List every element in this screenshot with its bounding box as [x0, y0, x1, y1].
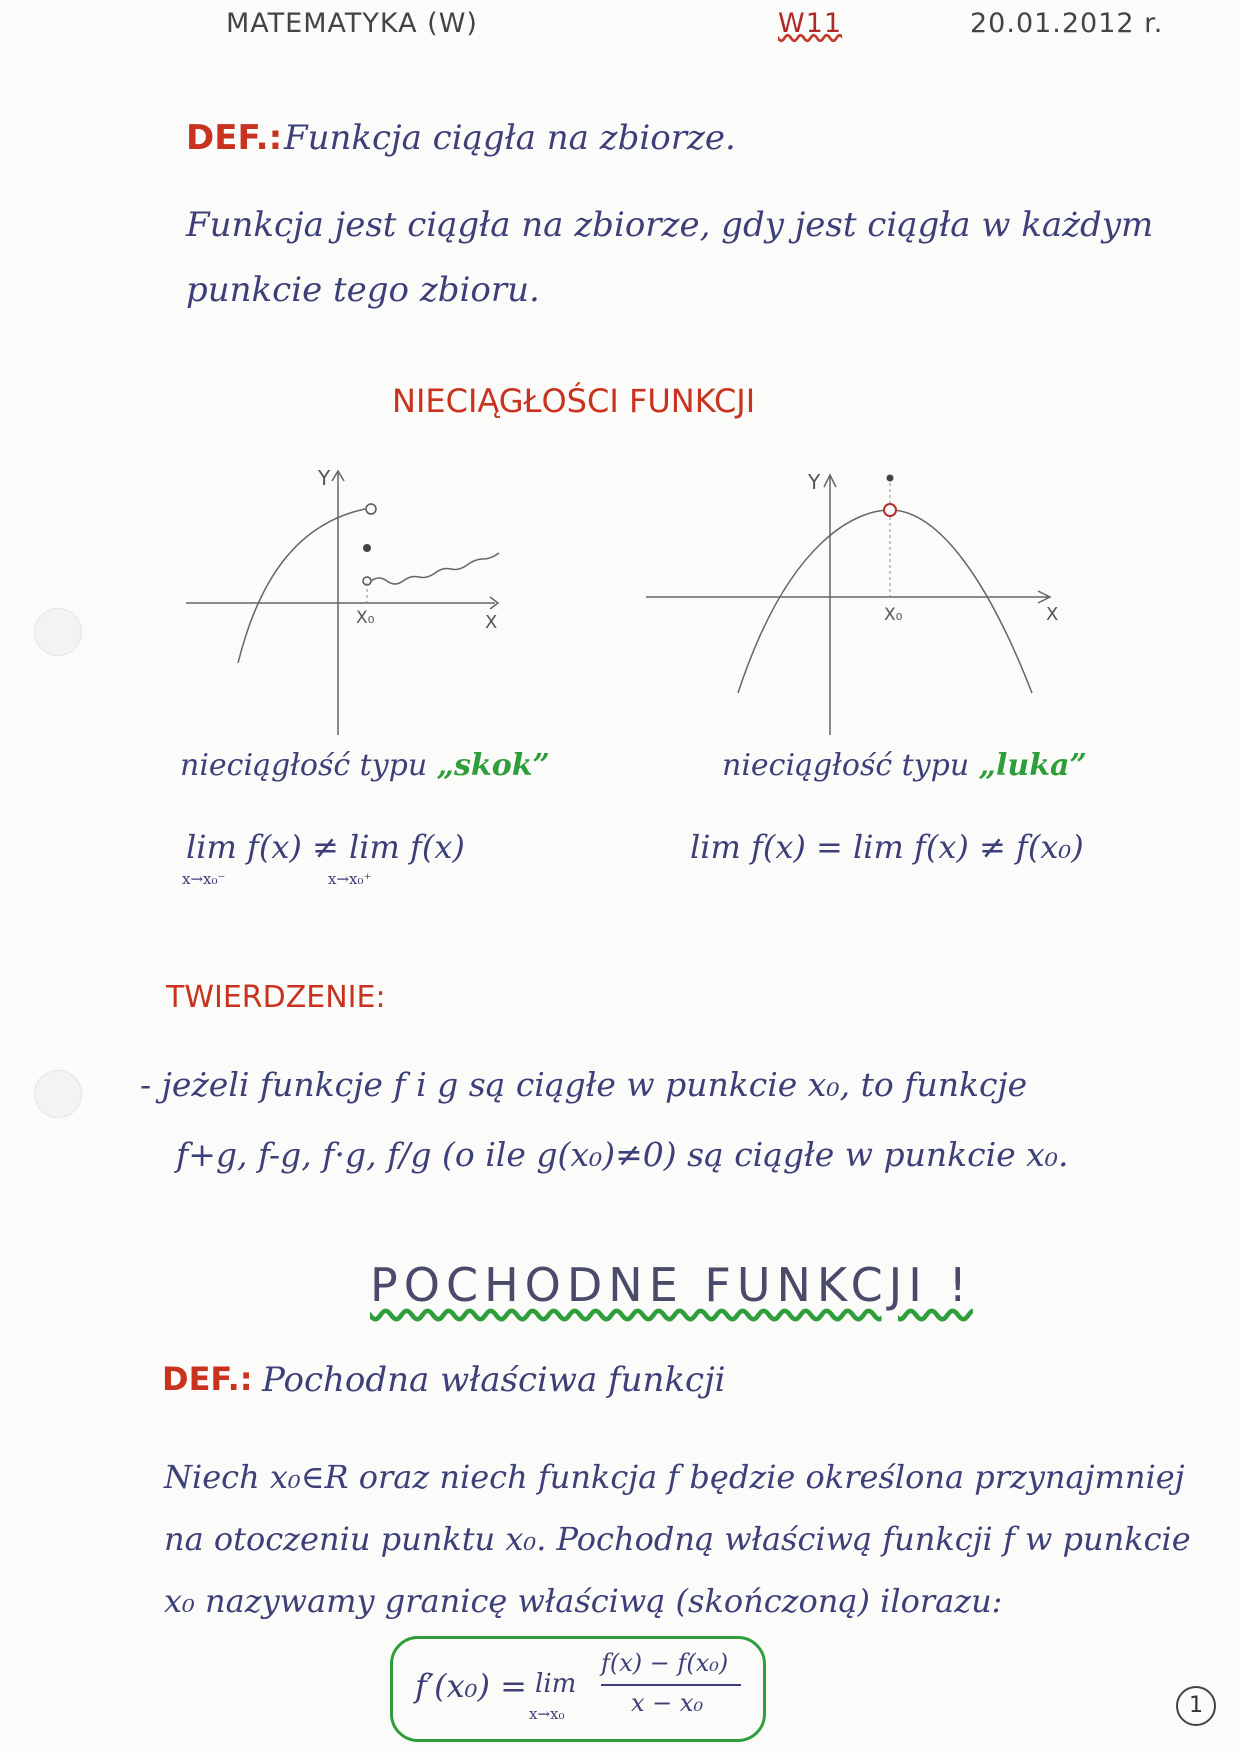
removable-discontinuity-graph [640, 465, 1070, 740]
theorem-text-line: f+g, f-g, f·g, f/g (o ile g(x₀)≠0) są ciągłe w punkcie x₀. [176, 1135, 1069, 1174]
x0-label: X₀ [884, 605, 903, 625]
x-axis-label: X [485, 612, 498, 633]
formula-lim-subscript: x→x₀ [529, 1705, 565, 1723]
parabola-curve [738, 510, 1032, 693]
jump-discontinuity-graph [180, 465, 510, 740]
caption-type: „luka” [978, 748, 1087, 783]
binder-hole [34, 608, 82, 656]
y-axis-label: Y [808, 470, 821, 494]
formula-denominator: x − x₀ [631, 1689, 704, 1717]
open-point [366, 504, 376, 514]
theorem-text-line: - jeżeli funkcje f i g są ciągłe w punkcie x₀, to funkcje [140, 1065, 1028, 1104]
section-title: NIECIĄGŁOŚCI FUNKCJI [392, 382, 756, 420]
binder-hole [34, 1070, 82, 1118]
def-label: DEF.: [186, 118, 283, 158]
theorem-label: TWIERDZENIE: [166, 980, 386, 1015]
def-text-line: Funkcja jest ciągła na zbiorze, gdy jest ciągła w każdym [186, 205, 1154, 245]
def-text-line: na otoczeniu punktu x₀. Pochodną właściwą funkcji f w punkcie [164, 1520, 1191, 1558]
caption-prefix: nieciągłość typu [180, 748, 428, 783]
subject-title: MATEMATYKA (W) [226, 8, 478, 39]
def-text-line: x₀ nazywamy granicę właściwą (skończoną) ilorazu: [164, 1582, 1003, 1620]
def-text-line: Niech x₀∈R oraz niech funkcja f będzie określona przynajmniej [164, 1458, 1185, 1496]
filled-point [363, 544, 371, 552]
formula-left: f′(x₀) = [415, 1667, 527, 1705]
jump-caption [180, 748, 550, 783]
jump-formula: lim f(x) ≠ lim f(x) [186, 828, 465, 866]
formula-lim: lim [535, 1669, 577, 1699]
section-title: POCHODNE FUNKCJI ! [370, 1258, 973, 1312]
caption-type: „skok” [436, 748, 550, 783]
date: 20.01.2012 r. [970, 8, 1164, 39]
x-axis-label: X [1046, 604, 1059, 625]
right-branch-curve [371, 553, 499, 584]
open-point [884, 504, 896, 516]
y-axis-label: Y [318, 466, 331, 490]
derivative-formula-box [390, 1636, 766, 1742]
gap-caption [722, 748, 1087, 783]
page-number: 1 [1176, 1686, 1216, 1726]
def-label: DEF.: [162, 1360, 253, 1398]
caption-prefix: nieciągłość typu [722, 748, 970, 783]
left-branch-curve [238, 509, 365, 663]
x0-label: X₀ [356, 608, 375, 628]
fraction-bar [601, 1684, 741, 1686]
def-title: Funkcja ciągła na zbiorze. [284, 118, 736, 158]
limit-subscript: x→x₀⁻ [182, 870, 226, 888]
lecture-number: W11 [778, 8, 843, 39]
gap-formula: lim f(x) = lim f(x) ≠ f(x₀) [690, 828, 1084, 866]
def-title: Pochodna właściwa funkcji [262, 1360, 726, 1400]
limit-subscript: x→x₀⁺ [328, 870, 372, 888]
filled-point [887, 475, 894, 482]
formula-numerator: f(x) − f(x₀) [601, 1649, 729, 1677]
def-text-line: punkcie tego zbioru. [186, 270, 540, 310]
